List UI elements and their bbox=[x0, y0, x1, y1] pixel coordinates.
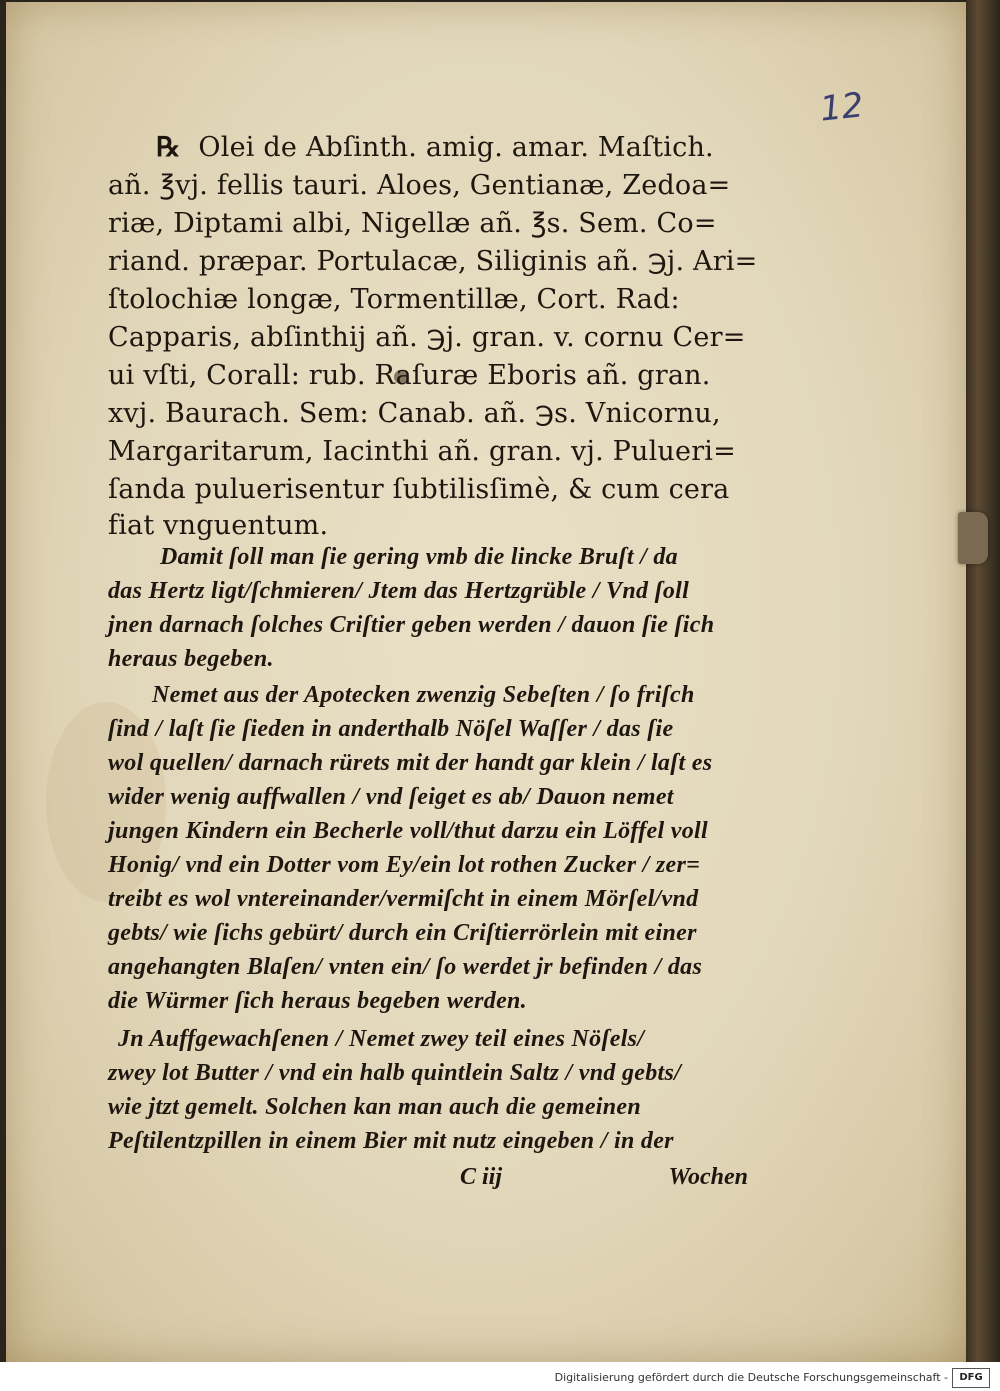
latin-line: añ. ℥vj. fellis tauri. Aloes, Gentianæ, Zedoa= bbox=[108, 170, 731, 201]
footer-credit: Digitalisierung gefördert durch die Deutsche Forschungsgemeinschaft - bbox=[554, 1371, 948, 1384]
page-tab bbox=[958, 512, 988, 564]
german-line: Jn Auffgewachſenen / Nemet zwey teil eines Nöſels/ bbox=[118, 1026, 645, 1052]
latin-line: ſanda puluerisentur ſubtilisſimè, & cum cera bbox=[108, 474, 730, 505]
german-line: zwey lot Butter / vnd ein halb quintlein Saltz / vnd gebts/ bbox=[108, 1060, 682, 1086]
folio-number: 12 bbox=[818, 85, 866, 130]
german-line: Damit ſoll man ſie gering vmb die lincke Bruſt / da bbox=[160, 544, 678, 570]
signature-mark: C iij bbox=[460, 1164, 503, 1190]
catchword: Wochen bbox=[668, 1164, 748, 1190]
rx-symbol: ℞ bbox=[156, 132, 181, 163]
german-line: jungen Kindern ein Becherle voll/thut darzu ein Löffel voll bbox=[108, 818, 708, 844]
dfg-logo-icon: DFG bbox=[952, 1368, 990, 1388]
latin-line: ui vſti, Corall: rub. Raſuræ Eboris añ. gran. bbox=[108, 360, 711, 391]
german-line: Peſtilentzpillen in einem Bier mit nutz eingeben / in der bbox=[108, 1128, 674, 1154]
german-line: gebts/ wie ſichs gebürt/ durch ein Criſtierrörlein mit einer bbox=[108, 920, 697, 946]
german-line: heraus begeben. bbox=[108, 646, 274, 672]
german-line: die Würmer ſich heraus begeben werden. bbox=[108, 988, 527, 1014]
latin-line: ℞ Olei de Abſinth. amig. amar. Maſtich. bbox=[156, 132, 714, 163]
latin-line: ſtolochiæ longæ, Tormentillæ, Cort. Rad: bbox=[108, 284, 680, 315]
german-line: wol quellen/ darnach rürets mit der handt gar klein / laſt es bbox=[108, 750, 713, 776]
german-line: Nemet aus der Apotecken zwenzig Sebeſten / ſo friſch bbox=[152, 682, 695, 708]
german-line: Honig/ vnd ein Dotter vom Ey/ein lot rothen Zucker / zer= bbox=[108, 852, 701, 878]
latin-line: riæ, Diptami albi, Nigellæ añ. ℥s. Sem. Co= bbox=[108, 208, 717, 239]
latin-line: Margaritarum, Iacinthi añ. gran. vj. Pulueri= bbox=[108, 436, 736, 467]
german-line: das Hertz ligt/ſchmieren/ Jtem das Hertzgrüble / Vnd ſoll bbox=[108, 578, 690, 604]
german-line: wie jtzt gemelt. Solchen kan man auch die gemeinen bbox=[108, 1094, 642, 1120]
latin-line: fiat vnguentum. bbox=[108, 510, 329, 541]
german-line: ſind / laſt ſie ſieden in anderthalb Nöſel Waſſer / das ſie bbox=[108, 716, 674, 742]
german-line: wider wenig auffwallen / vnd ſeiget es ab/ Dauon nemet bbox=[108, 784, 674, 810]
german-line: angehangten Blaſen/ vnten ein/ ſo werdet jr befinden / das bbox=[108, 954, 703, 980]
german-line: treibt es wol vntereinander/vermiſcht in einem Mörſel/vnd bbox=[108, 886, 699, 912]
latin-line: riand. præpar. Portulacæ, Siliginis añ. ℈j. Ari= bbox=[108, 246, 758, 277]
german-line: jnen darnach ſolches Criſtier geben werden / dauon ſie ſich bbox=[108, 612, 715, 638]
latin-line: Capparis, abſinthij añ. ℈j. gran. v. cornu Cer= bbox=[108, 322, 746, 353]
page-footer-marks bbox=[108, 1164, 748, 1198]
digitization-footer bbox=[0, 1362, 1000, 1391]
book-edge bbox=[966, 0, 1000, 1362]
latin-line: xvj. Baurach. Sem: Canab. añ. ℈s. Vnicornu, bbox=[108, 398, 721, 429]
